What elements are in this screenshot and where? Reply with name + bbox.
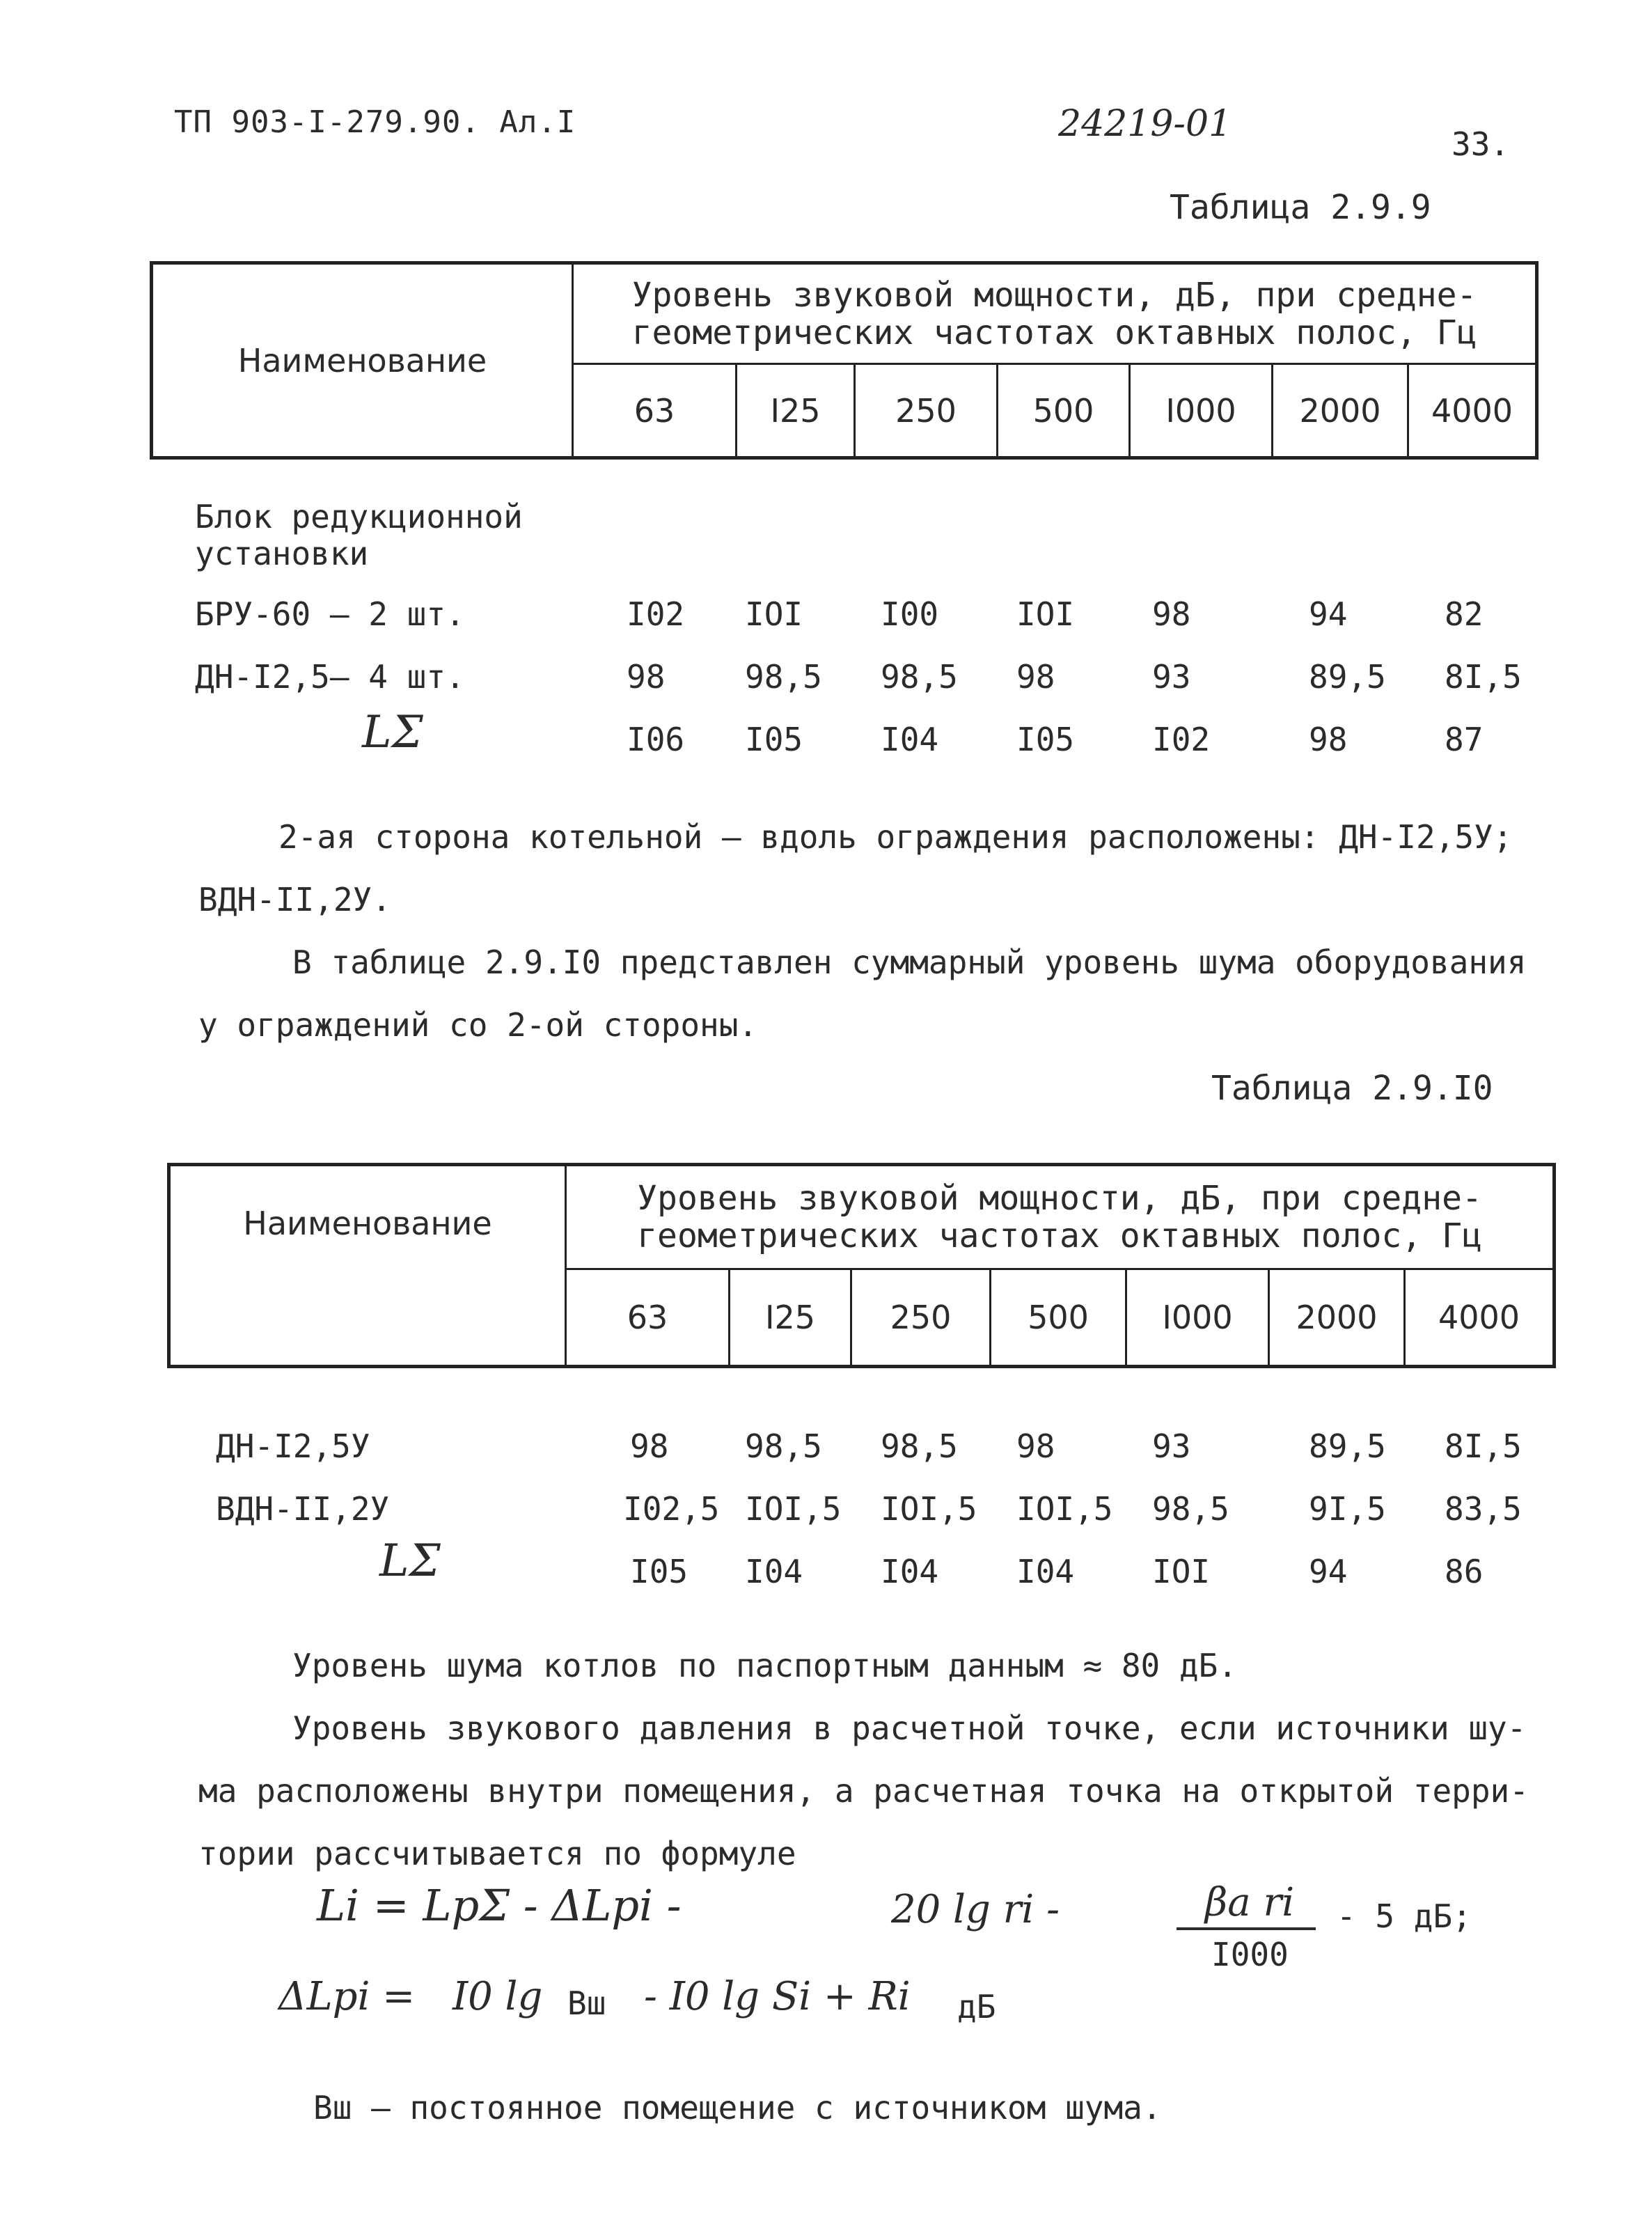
- table1-cell: I02: [627, 595, 685, 633]
- table2-cell: 8I,5: [1445, 1427, 1522, 1465]
- table1-row-label: ДН-I2,5– 4 шт.: [195, 658, 465, 696]
- table1-cell: 93: [1152, 658, 1191, 696]
- table1-freq-cell: 4000: [1408, 364, 1537, 458]
- table2-cell: IOI: [1152, 1553, 1211, 1590]
- table2-cell: 9I,5: [1309, 1490, 1386, 1528]
- table1-level-header: Уровень звуковой мощности, дБ, при средне- геометрических частотах октавных полос, Гц: [573, 263, 1537, 364]
- table1-cell: 8I,5: [1445, 658, 1522, 696]
- archive-number: 24219-01: [1058, 103, 1232, 145]
- table1-name-header: Наименование: [152, 263, 573, 458]
- table1-cell: IOI: [1016, 595, 1075, 633]
- table2-cell: I05: [630, 1553, 689, 1590]
- formula-part: Вш: [567, 1984, 606, 2022]
- paragraph-line: Уровень шума котлов по паспортным данным ≈ 80 дБ.: [292, 1647, 1238, 1684]
- table1-caption: Таблица 2.9.9: [1170, 188, 1431, 227]
- table1-freq-cell: I25: [737, 364, 855, 458]
- table2-cell: 98,5: [745, 1427, 822, 1465]
- table2-freq-cell: 2000: [1269, 1269, 1405, 1367]
- table2-cell: 98: [1016, 1427, 1055, 1465]
- table1-cell: 98: [1152, 595, 1191, 633]
- table1-group-label: установки: [195, 535, 369, 572]
- table1-cell: 98: [1309, 721, 1348, 758]
- formula-part: ΔLpi =: [278, 1974, 416, 2019]
- table2-freq-cell: 250: [851, 1269, 991, 1367]
- table1-header: [150, 261, 1539, 460]
- paragraph-line: у ограждений со 2-ой стороны.: [198, 1006, 758, 1044]
- formula-part: I0 lg: [453, 1974, 543, 2019]
- formula-part: Li = LpΣ - ΔLpi -: [317, 1880, 682, 1931]
- table1-group-label: Блок редукционной: [195, 498, 523, 535]
- table2-freq-cell: 500: [991, 1269, 1126, 1367]
- table2-cell: IOI,5: [881, 1490, 977, 1528]
- table1-cell: IOI: [745, 595, 803, 633]
- table2-cell: IOI,5: [745, 1490, 842, 1528]
- table2-freq-cell: 4000: [1405, 1269, 1555, 1367]
- table1-cell: 98,5: [881, 658, 958, 696]
- table1-cell: 89,5: [1309, 658, 1386, 696]
- paragraph-line: Уровень звукового давления в расчетной точке, если источники шу-: [292, 1709, 1527, 1747]
- paragraph-line: ВДН-II,2У.: [198, 881, 391, 918]
- table2-name-header: Наименование: [169, 1165, 566, 1367]
- table1-cell: I05: [745, 721, 803, 758]
- table2-freq-cell: I25: [730, 1269, 851, 1367]
- formula-denominator: I000: [1211, 1936, 1289, 1973]
- table1-cell: I00: [881, 595, 939, 633]
- table2-cell: IOI,5: [1016, 1490, 1113, 1528]
- table1-cell: I02: [1152, 721, 1211, 758]
- formula-part: - 5 дБ;: [1337, 1897, 1472, 1935]
- table1-freq-cell: I000: [1130, 364, 1273, 458]
- table1-freq-cell: 250: [855, 364, 998, 458]
- table2-freq-cell: I000: [1126, 1269, 1269, 1367]
- table2-row-label: LΣ: [379, 1535, 441, 1587]
- formula-part: 20 lg ri -: [891, 1887, 1060, 1932]
- table1-row-label: БРУ-60 – 2 шт.: [195, 595, 465, 633]
- table2-cell: I04: [881, 1553, 939, 1590]
- table2-header: [167, 1163, 1556, 1368]
- footnote: Вш – постоянное помещение с источником шума.: [313, 2089, 1162, 2127]
- table2-cell: 94: [1309, 1553, 1348, 1590]
- table1-freq-cell: 63: [573, 364, 737, 458]
- formula-numerator: βa ri: [1204, 1880, 1295, 1925]
- table1-cell: I05: [1016, 721, 1075, 758]
- table1-cell: 98: [627, 658, 666, 696]
- page-number: 33.: [1452, 125, 1510, 163]
- table2-cell: 98,5: [881, 1427, 958, 1465]
- table1-cell: I06: [627, 721, 685, 758]
- table2-cell: I04: [745, 1553, 803, 1590]
- formula-unit: дБ: [957, 1988, 996, 2026]
- table2-row-label: ДН-I2,5У: [216, 1427, 370, 1465]
- table1-cell: 98,5: [745, 658, 822, 696]
- table2-level-header: Уровень звуковой мощности, дБ, при средне- геометрических частотах октавных полос, Гц: [566, 1165, 1555, 1269]
- table1-freq-cell: 500: [998, 364, 1130, 458]
- paragraph-line: 2-ая сторона котельной – вдоль ограждения расположены: ДН-I2,5У;: [278, 818, 1513, 856]
- table2-cell: I04: [1016, 1553, 1075, 1590]
- table2-cell: 83,5: [1445, 1490, 1522, 1528]
- table2-cell: 89,5: [1309, 1427, 1386, 1465]
- table1-cell: 82: [1445, 595, 1484, 633]
- table2-row-label: ВДН-II,2У: [216, 1490, 390, 1528]
- table2-cell: 86: [1445, 1553, 1484, 1590]
- fraction-bar: [1177, 1927, 1316, 1930]
- paragraph-line: ма расположены внутри помещения, а расчетная точка на открытой терри-: [198, 1772, 1529, 1810]
- document-code: ТП 903-I-279.90. Ал.I: [174, 104, 576, 140]
- table2-caption: Таблица 2.9.I0: [1211, 1069, 1493, 1108]
- table2-cell: 98,5: [1152, 1490, 1229, 1528]
- table1-freq-cell: 2000: [1273, 364, 1408, 458]
- table1-cell: 98: [1016, 658, 1055, 696]
- paragraph-line: тории рассчитывается по формуле: [198, 1835, 796, 1872]
- table2-cell: 98: [630, 1427, 669, 1465]
- table2-cell: 93: [1152, 1427, 1191, 1465]
- table1-cell: 94: [1309, 595, 1348, 633]
- formula-part: - I0 lg Si + Ri: [644, 1974, 911, 2019]
- table2-freq-cell: 63: [566, 1269, 730, 1367]
- table1-cell: I04: [881, 721, 939, 758]
- table1-row-label: LΣ: [362, 707, 423, 758]
- table2-cell: I02,5: [623, 1490, 720, 1528]
- table1-cell: 87: [1445, 721, 1484, 758]
- paragraph-line: В таблице 2.9.I0 представлен суммарный уровень шума оборудования: [292, 943, 1527, 981]
